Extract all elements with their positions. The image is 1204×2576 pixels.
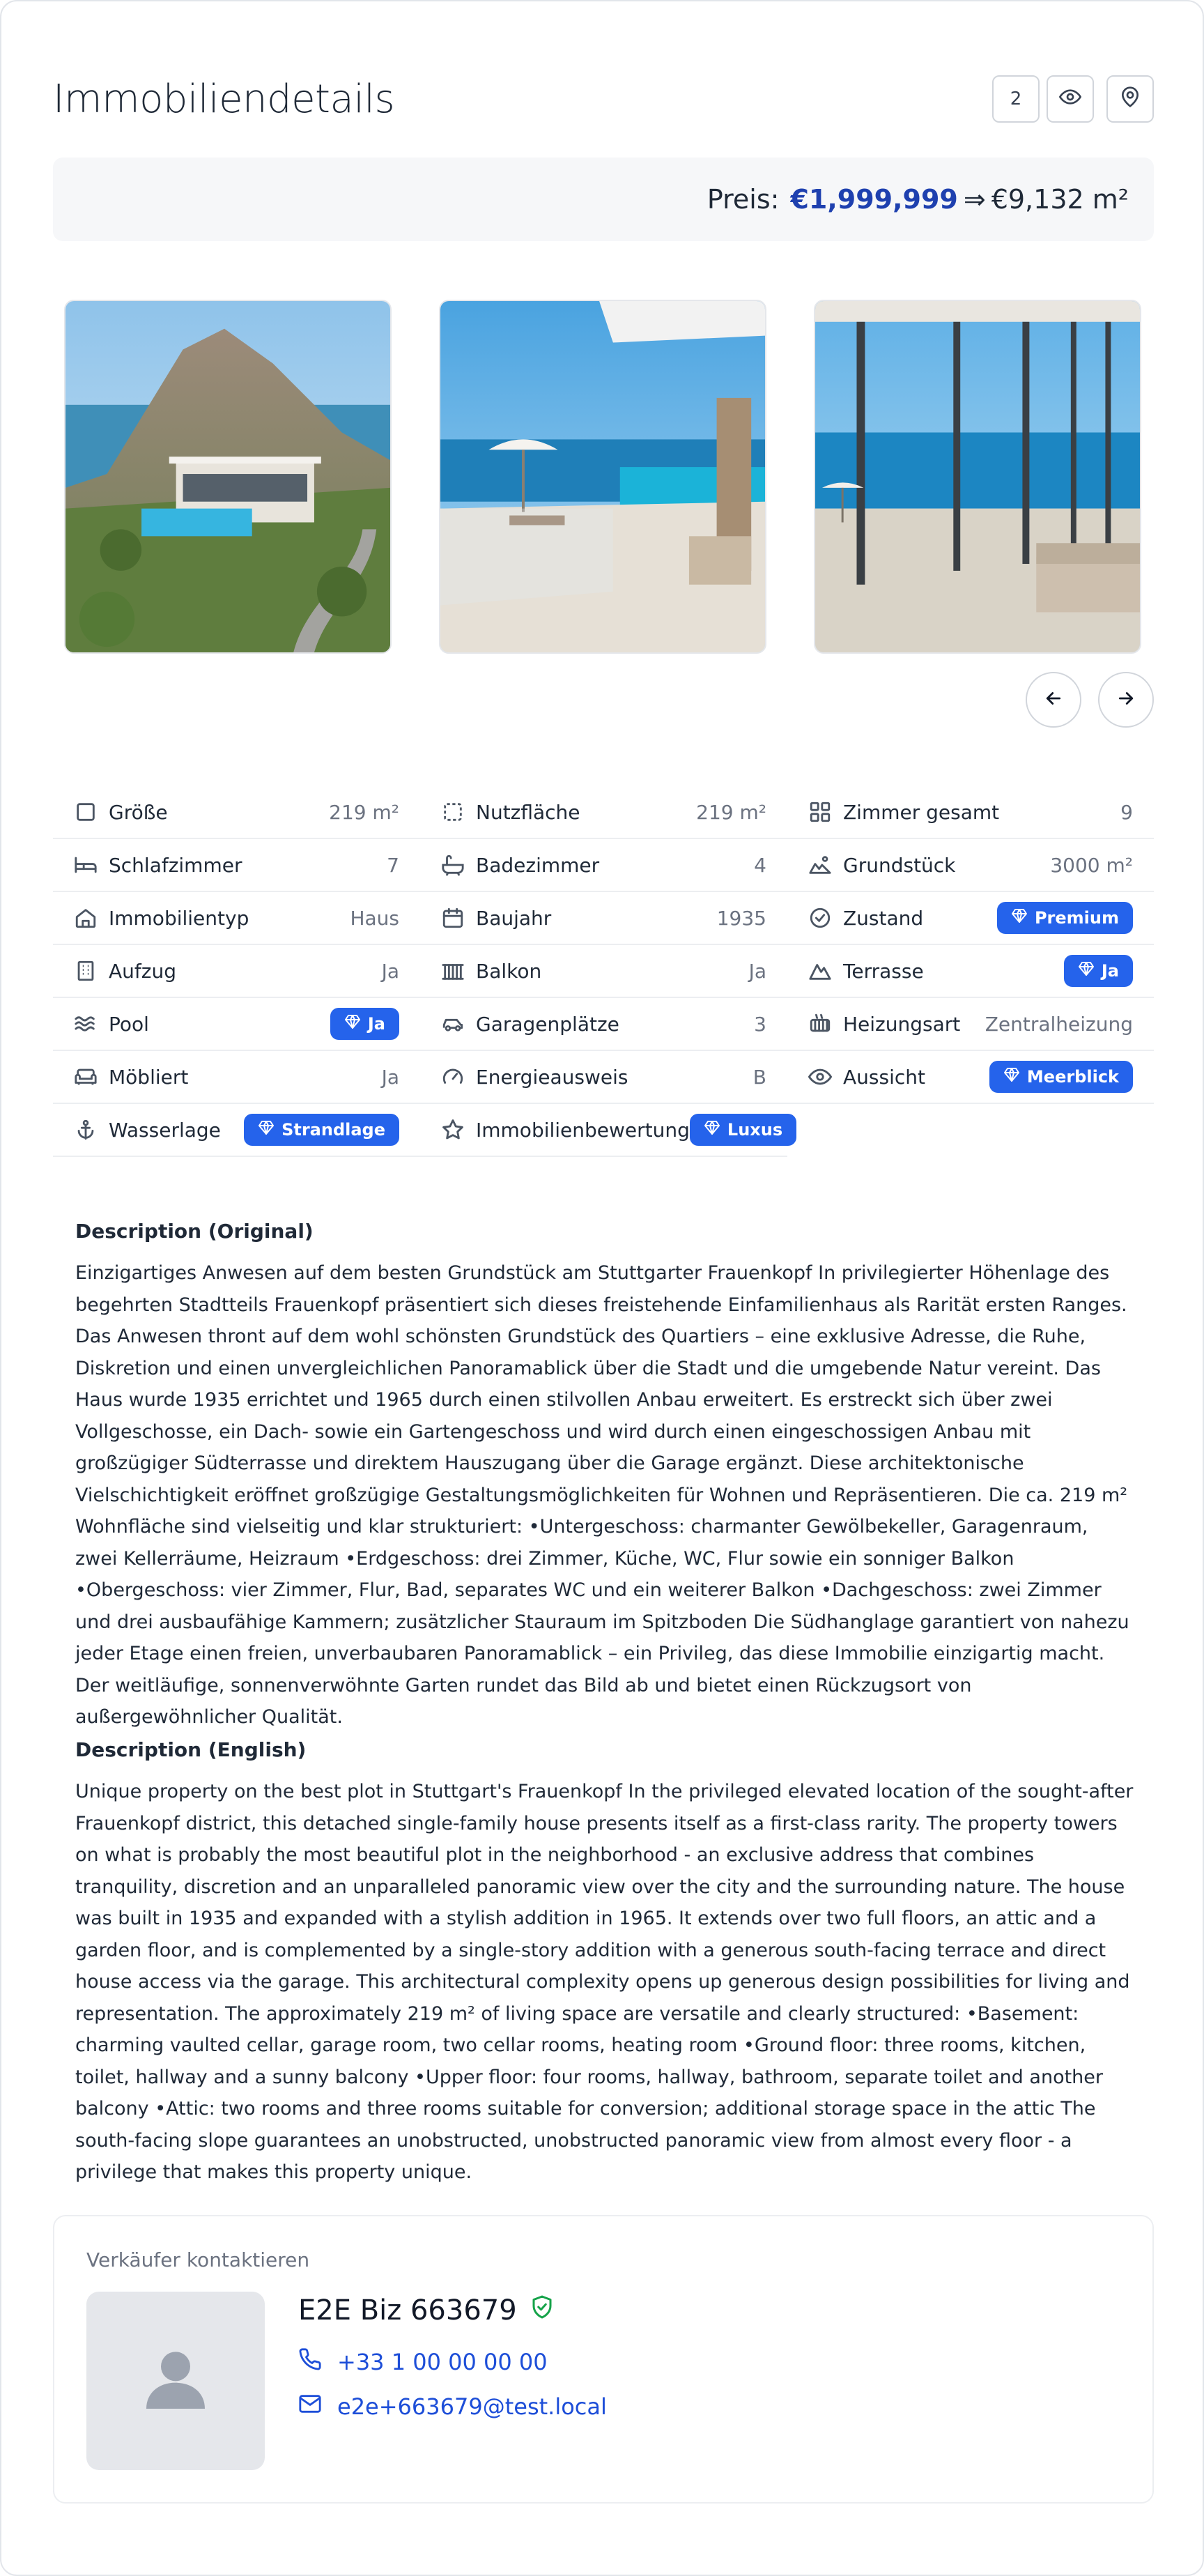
map-pin-icon: [1119, 86, 1141, 113]
feature-row: [420, 892, 787, 945]
gauge-icon: [441, 1065, 465, 1089]
page-title: Immobiliendetails: [53, 77, 395, 122]
terrace-pool-photo[interactable]: [439, 300, 766, 654]
elevator-icon: [74, 959, 98, 983]
feature-value: Ja: [748, 959, 766, 983]
price-arrow: ⇒: [963, 184, 986, 215]
feature-row: [53, 1051, 420, 1104]
house-icon: [74, 906, 98, 930]
feature-badge-text: Luxus: [727, 1120, 783, 1140]
feature-row: [420, 1104, 787, 1157]
feature-label: Garagenplätze: [476, 1012, 619, 1036]
feature-value: 7: [387, 853, 399, 877]
gem-icon: [344, 1013, 361, 1034]
feature-label: Größe: [109, 800, 168, 824]
feature-row: [53, 945, 420, 998]
feature-label: Heizungsart: [843, 1012, 961, 1036]
mountain-icon: [808, 959, 832, 983]
feature-value: 3000 m²: [1050, 853, 1133, 877]
phone-icon: [298, 2347, 322, 2377]
feature-label: Badezimmer: [476, 853, 600, 877]
feature-label: Immobilientyp: [109, 906, 249, 930]
feature-label: Möbliert: [109, 1065, 189, 1089]
eye-icon: [808, 1065, 832, 1089]
price-value: €1,999,999: [790, 184, 958, 215]
description-english-heading: Description (English): [75, 1738, 307, 1761]
feature-value: Haus: [350, 906, 399, 930]
gem-icon: [704, 1119, 720, 1140]
check-circle-icon: [808, 906, 832, 930]
feature-value: 3: [754, 1012, 766, 1036]
eye-icon: [1059, 86, 1081, 113]
feature-row: [787, 945, 1154, 998]
feature-label: Zimmer gesamt: [843, 800, 1000, 824]
arrow-left-icon: [1043, 688, 1064, 712]
bath-icon: [441, 853, 465, 877]
feature-row: [787, 892, 1154, 945]
gem-icon: [258, 1119, 275, 1140]
feature-row: [53, 1104, 420, 1157]
feature-badge: [330, 1008, 399, 1040]
feature-row: [420, 1051, 787, 1104]
feature-row: [53, 786, 420, 839]
email-text: e2e+663679@test.local: [337, 2393, 607, 2420]
square-icon: [74, 800, 98, 824]
grid-icon: [808, 800, 832, 824]
phone-link[interactable]: [298, 2347, 548, 2377]
waves-icon: [74, 1012, 98, 1036]
count-button[interactable]: [992, 75, 1040, 123]
feature-value: 1935: [716, 906, 766, 930]
phone-text: +33 1 00 00 00 00: [337, 2349, 548, 2375]
balcony-icon: [441, 959, 465, 983]
description-english-text: Unique property on the best plot in Stuttgart's Frauenkopf In the privileged elevated location of the sought-after Frauenkopf district, this detached single-family house presents itself as a first-class rarity. The property towers on what is probably the most beautiful plot in the neighborhood - an exclusive address that combines tranquility, discretion and an unparalleled panoramic view over the city and the surrounding nature. The house was built in 1935 and expanded with a stylish addition in 1965. It extends over two full floors, an attic and a garden floor, and is complemented by a single-story addition with a generous south-facing terrace and direct house access via the garage. This architectural complexity opens up generous design possibilities for living and representation. The approximately 219 m² of living space are versatile and clearly structured: •Basement: charming vaulted cellar, garage room, two cellar rooms, heating room •Ground floor: three rooms, kitchen, toilet, hallway and a sunny balcony •Upper floor: four rooms, hallway, bathroom, separate toilet and another balcony •Attic: two rooms and three rooms suitable for conversion; additional storage space in the attic The south-facing slope guarantees an unobstructed, unobstructed panoramic view from almost every floor - a privilege that makes this property unique.: [75, 1781, 1134, 2183]
seller-name: [298, 2294, 555, 2326]
feature-row: [787, 839, 1154, 892]
feature-badge: [997, 902, 1133, 934]
feature-label: Energieausweis: [476, 1065, 628, 1089]
gem-icon: [1078, 960, 1095, 981]
feature-badge-text: Strandlage: [281, 1120, 385, 1140]
mail-icon: [298, 2392, 322, 2421]
feature-row: [53, 839, 420, 892]
feature-value: 219 m²: [329, 800, 399, 824]
feature-row: [420, 945, 787, 998]
car-icon: [441, 1012, 465, 1036]
feature-label: Baujahr: [476, 906, 552, 930]
feature-badge-text: Premium: [1034, 908, 1119, 928]
heater-icon: [808, 1012, 832, 1036]
feature-row: [420, 786, 787, 839]
user-icon: [137, 2340, 215, 2421]
feature-label: Aussicht: [843, 1065, 925, 1089]
price-label: Preis:: [707, 184, 780, 215]
feature-row: [787, 998, 1154, 1051]
view-button[interactable]: [1047, 75, 1094, 123]
sofa-icon: [74, 1065, 98, 1089]
arrow-right-icon: [1116, 688, 1136, 712]
feature-label: Wasserlage: [109, 1118, 221, 1142]
feature-value: Ja: [381, 959, 399, 983]
living-room-seaview-photo[interactable]: [814, 300, 1141, 654]
gem-icon: [1011, 907, 1028, 928]
dashed-square-icon: [441, 800, 465, 824]
feature-badge: [244, 1114, 399, 1146]
feature-row: [787, 786, 1154, 839]
feature-label: Schlafzimmer: [109, 853, 242, 877]
price-per-sqm: €9,132 m²: [991, 184, 1129, 215]
seller-contact-card: [53, 2215, 1154, 2504]
feature-label: Nutzfläche: [476, 800, 580, 824]
gallery-next-button[interactable]: [1098, 672, 1154, 728]
anchor-icon: [74, 1118, 98, 1142]
description-original-heading: Description (Original): [75, 1220, 314, 1243]
feature-badge-text: Meerblick: [1026, 1067, 1119, 1087]
feature-label: Grundstück: [843, 853, 956, 877]
avatar: [86, 2292, 265, 2470]
feature-value: 4: [754, 853, 766, 877]
star-icon: [441, 1118, 465, 1142]
feature-badge: [690, 1114, 796, 1146]
feature-value: 9: [1120, 800, 1133, 824]
feature-badge: [1064, 955, 1133, 987]
feature-badge-text: Ja: [1101, 961, 1119, 981]
feature-label: Zustand: [843, 906, 924, 930]
shield-check-icon: [530, 2294, 555, 2326]
count-label: 2: [1010, 89, 1022, 109]
feature-value: Zentralheizung: [985, 1012, 1133, 1036]
feature-value: 219 m²: [696, 800, 766, 824]
seller-name-text: E2E Biz 663679: [298, 2294, 517, 2326]
feature-value: B: [752, 1065, 766, 1089]
calendar-icon: [441, 906, 465, 930]
feature-badge-text: Ja: [367, 1014, 385, 1034]
bed-icon: [74, 853, 98, 877]
email-link[interactable]: [298, 2392, 607, 2421]
price-bar: [53, 158, 1154, 241]
feature-label: Terrasse: [843, 959, 924, 983]
description-original-text: Einzigartiges Anwesen auf dem besten Grundstück am Stuttgarter Frauenkopf In privilegierter Höhenlage des begehrten Stadtteils Frauenkopf präsentiert sich dieses freistehende Einfamilienhaus als Rarität ersten Ranges. Das Anwesen thront auf dem wohl schönsten Grundstück des Quartiers – eine exklusive Adresse, die Ruhe, Diskretion und einen unvergleichlichen Panoramablick über die Stadt und die umgebende Natur vereint. Das Haus wurde 1935 errichtet und 1965 durch einen stilvollen Anbau erweitert. Es erstreckt sich über zwei Vollgeschosse, ein Dach- sowie ein Gartengeschoss und wird durch einen eingeschossigen Anbau mit großzügiger Südterrasse und direktem Hauszugang über die Garage ergänzt. Diese architektonische Vielschichtigkeit eröffnet großzügige Gestaltungsmöglichkeiten für Wohnen und Repräsentieren. Die ca. 219 m² Wohnfläche sind vielseitig und klar strukturiert: •Untergeschoss: charmanter Gewölbekeller, Garagenraum, zwei Kellerräume, Heizraum •Erdgeschoss: drei Zimmer, Küche, WC, Flur sowie ein sonniger Balkon •Obergeschoss: vier Zimmer, Flur, Bad, separates WC und ein weiterer Balkon •Dachgeschoss: zwei Zimmer und drei ausbaufähige Kammern; zusätzlicher Stauraum im Spitzboden Die Südhanglage garantiert von nahezu jeder Etage einen freien, unverbaubaren Panoramablick – ein Privileg, das diese Immobilie einzigartig macht. Der weitläufige, sonnenverwöhnte Garten rundet das Bild ab und bietet einen Rückzugsort von außergewöhnlicher Qualität.: [75, 1262, 1129, 1728]
feature-label: Aufzug: [109, 959, 176, 983]
feature-label: Balkon: [476, 959, 542, 983]
feature-row: [787, 1051, 1154, 1104]
feature-row: [420, 998, 787, 1051]
contact-heading: Verkäufer kontaktieren: [86, 2248, 310, 2271]
gallery-prev-button[interactable]: [1026, 672, 1081, 728]
feature-row: [53, 998, 420, 1051]
feature-label: Immobilienbewertung: [476, 1118, 690, 1142]
feature-row: [53, 892, 420, 945]
feature-row: [420, 839, 787, 892]
map-button[interactable]: [1106, 75, 1154, 123]
feature-value: Ja: [381, 1065, 399, 1089]
feature-label: Pool: [109, 1012, 149, 1036]
gem-icon: [1003, 1066, 1020, 1087]
land-icon: [808, 853, 832, 877]
feature-badge: [989, 1061, 1133, 1093]
villa-aerial-photo[interactable]: [64, 300, 392, 654]
